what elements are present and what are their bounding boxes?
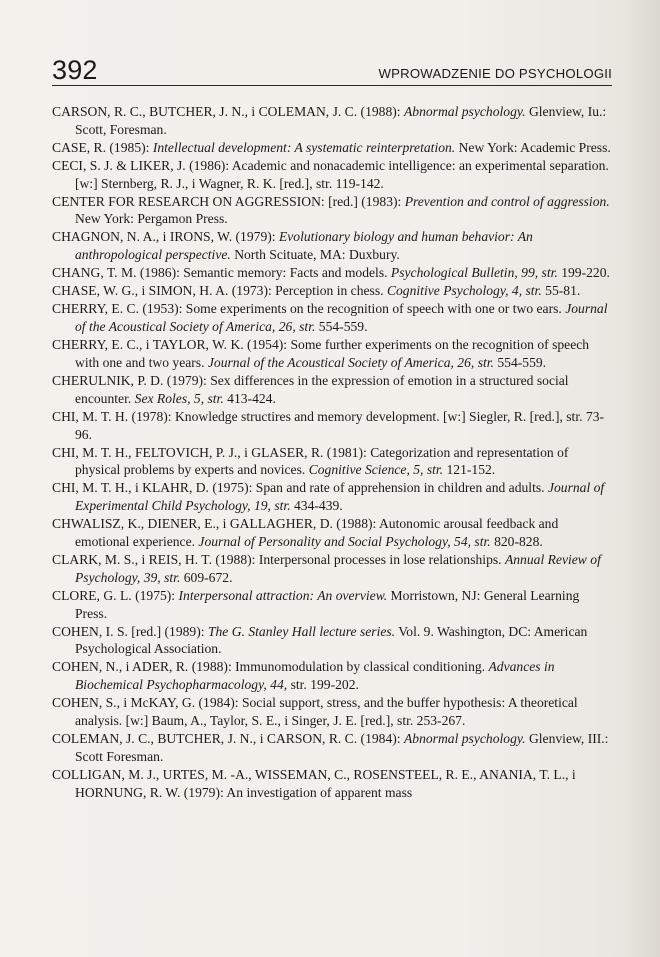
reference-entry: COHEN, S., i McKAY, G. (1984): Social support, stress, and the buffer hypothesis: A theoretical analysis. [w:] Baum, A., Taylor, S. E., i Singer, J. E. [red.], str. 253-267. xyxy=(52,695,578,728)
reference-list xyxy=(52,103,614,802)
reference-entry: COHEN, N., i ADER, R. (1988): Immunomodulation by classical conditioning. Advances in Biochemical Psychopharmacology, 44, str. 199-202. xyxy=(52,659,555,693)
reference-entry: CARSON, R. C., BUTCHER, J. N., i COLEMAN, J. C. (1988): Abnormal psychology. Glenview, Iu.: Scott, Foresman. xyxy=(52,104,607,137)
header-rule xyxy=(52,85,612,86)
reference-entry: CHI, M. T. H., i KLAHR, D. (1975): Span and rate of apprehension in children and adults. Journal of Experimental Child Psychology, 19, str. 434-439. xyxy=(52,480,605,514)
reference-entry: CHAGNON, N. A., i IRONS, W. (1979): Evolutionary biology and human behavior: An anthropological perspective. North Scituate, MA: Duxbury. xyxy=(52,229,533,263)
running-head: WPROWADZENIE DO PSYCHOLOGII xyxy=(378,66,612,81)
reference-entry: COLLIGAN, M. J., URTES, M. -A., WISSEMAN, C., ROSENSTEEL, R. E., ANANIA, T. L., i HORNUNG, R. W. (1979): An investigation of apparent mass xyxy=(52,766,576,800)
page-number: 392 xyxy=(52,55,98,85)
reference-entry: CHERRY, E. C., i TAYLOR, W. K. (1954): Some further experiments on the recognition of speech with one and two years. Journal of the Acoustical Society of America, 26, str. 554-559. xyxy=(52,337,590,370)
reference-entry: COLEMAN, J. C., BUTCHER, J. N., i CARSON, R. C. (1984): Abnormal psychology. Glenview, III.: Scott Foresman. xyxy=(52,731,609,764)
reference-entry: CHANG, T. M. (1986): Semantic memory: Facts and models. Psychological Bulletin, 99, str. 199-220. xyxy=(52,265,610,281)
reference-entry: CHWALISZ, K., DIENER, E., i GALLAGHER, D. (1988): Autonomic arousal feedback and emotional experience. Journal of Personality and Social Psychology, 54, str. 820-828. xyxy=(52,516,559,549)
reference-entry: CASE, R. (1985): Intellectual development: A systematic reinterpretation. New York: Academic Press. xyxy=(52,139,611,155)
reference-entry: CHASE, W. G., i SIMON, H. A. (1973): Perception in chess. Cognitive Psychology, 4, str. 55-81. xyxy=(52,283,581,299)
reference-entry: CLARK, M. S., i REIS, H. T. (1988): Interpersonal processes in lose relationships. Annual Review of Psychology, 39, str. 609-672. xyxy=(52,552,601,585)
reference-entry: CECI, S. J. & LIKER, J. (1986): Academic and nonacademic intelligence: an experimental separation. [w:] Sternberg, R. J., i Wagner, R. K. [red.], str. 119-142. xyxy=(52,157,609,191)
reference-entry: CENTER FOR RESEARCH ON AGGRESSION: [red.] (1983): Prevention and control of aggression. New York: Pergamon Press. xyxy=(52,193,610,227)
reference-entry: CLORE, G. L. (1975): Interpersonal attraction: An overview. Morristown, NJ: General Learning Press. xyxy=(52,587,580,621)
reference-entry: CHERRY, E. C. (1953): Some experiments on the recognition of speech with one or two ears. Journal of the Acoustical Society of America, 26, str. 554-559. xyxy=(52,301,608,335)
reference-entry: COHEN, I. S. [red.] (1989): The G. Stanley Hall lecture series. Vol. 9. Washington, DC: American Psychological Association. xyxy=(52,623,588,657)
reference-entry: CHERULNIK, P. D. (1979): Sex differences in the expression of emotion in a structured social encounter. Sex Roles, 5, str. 413-424. xyxy=(52,373,569,406)
reference-entry: CHI, M. T. H. (1978): Knowledge structires and memory development. [w:] Siegler, R. [red.], str. 73-96. xyxy=(52,408,605,442)
reference-entry: CHI, M. T. H., FELTOVICH, P. J., i GLASER, R. (1981): Categorization and representation of physical problems by experts and novices. Cognitive Science, 5, str. 121-152. xyxy=(52,444,569,478)
page-header xyxy=(52,55,612,91)
